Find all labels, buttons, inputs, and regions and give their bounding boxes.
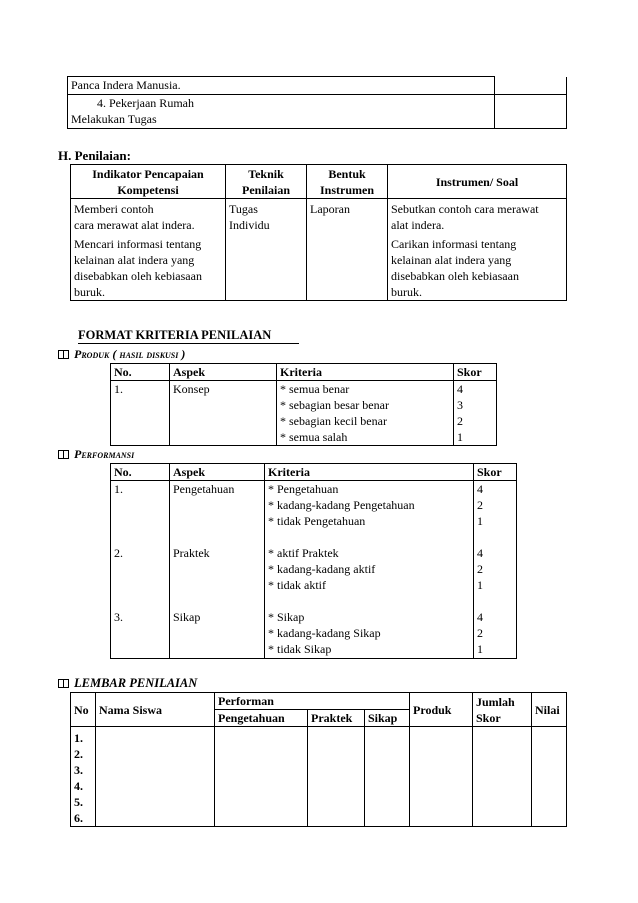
produk-skor: 4 3 2 1 [454,381,497,446]
top-row-1: Panca Indera Manusia. [68,77,495,95]
produk-header-aspek: Aspek [170,364,277,381]
lembar-header-produk: Produk [410,693,473,727]
lembar-praktek-cell[interactable] [308,727,365,827]
lembar-table [70,692,567,827]
performansi-table [110,463,517,659]
perf-header-kriteria: Kriteria [265,464,474,481]
lembar-pengetahuan-cell[interactable] [215,727,308,827]
perf-header-no: No. [111,464,170,481]
penilaian-table [70,164,567,301]
lembar-sikap-cell[interactable] [365,727,410,827]
top-row-2-empty [495,95,567,129]
lembar-numbers: 1. 2. 3. 4. 5. 6. [71,727,96,827]
lembar-header-jumlah: Jumlah Skor [473,693,532,727]
lembar-body [71,727,567,827]
instrumen-cell: Sebutkan contoh cara merawat alat indera. Carikan informasi tentang kelainan alat indera yang disebabkan oleh kebiasaan buruk. [388,199,567,301]
book-icon [58,679,69,688]
perf-kriteria: * Pengetahuan * kadang-kadang Pengetahuan * tidak Pengetahuan * aktif Praktek * kadang-kadang aktif * tidak aktif * Sikap * kadang-kadang Sikap * tidak Sikap [265,481,474,659]
produk-row [111,381,497,446]
lembar-nama-cell[interactable] [96,727,215,827]
lembar-header-performan: Performan [215,693,410,710]
penilaian-heading: H. Penilaian: [58,148,131,163]
lembar-header-nilai: Nilai [532,693,567,727]
produk-kriteria: * semua benar * sebagian besar benar * sebagian kecil benar * semua salah [277,381,454,446]
perf-skor: 4 2 1 4 2 1 4 2 1 [474,481,517,659]
book-icon [58,450,69,459]
bentuk-cell: Laporan [307,199,388,301]
perf-header-aspek: Aspek [170,464,265,481]
perf-no: 1. 2. 3. [111,481,170,659]
produk-no: 1. [111,381,170,446]
lembar-header-no: No [71,693,96,727]
lembar-title: LEMBAR PENILAIAN [58,676,197,691]
lembar-header-sikap: Sikap [365,710,410,727]
teknik-cell: Tugas Individu [226,199,307,301]
header-teknik: Teknik Penilaian [226,165,307,199]
header-instrumen: Instrumen/ Soal [388,165,567,199]
produk-header-skor: Skor [454,364,497,381]
top-table [67,76,567,129]
produk-title: Produk ( hasil diskusi ) [58,347,185,362]
perf-rows [111,481,517,659]
perf-aspek: Pengetahuan Praktek Sikap [170,481,265,659]
lembar-produk-cell[interactable] [410,727,473,827]
produk-table [110,363,497,446]
lembar-header-pengetahuan: Pengetahuan [215,710,308,727]
perf-header-skor: Skor [474,464,517,481]
produk-header-kriteria: Kriteria [277,364,454,381]
header-indikator: Indikator Pencapaian Kompetensi [71,165,226,199]
produk-aspek: Konsep [170,381,277,446]
produk-header-no: No. [111,364,170,381]
format-heading: FORMAT KRITERIA PENILAIAN [78,328,299,344]
top-row-2: 4. Pekerjaan Rumah Melakukan Tugas [68,95,495,129]
lembar-nilai-cell[interactable] [532,727,567,827]
header-bentuk: Bentuk Instrumen [307,165,388,199]
indikator-cell: Memberi contoh cara merawat alat indera. Mencari informasi tentang kelainan alat indera yang disebabkan oleh kebiasaan buruk. [71,199,226,301]
lembar-jumlah-cell[interactable] [473,727,532,827]
lembar-header-praktek: Praktek [308,710,365,727]
performansi-title: Performansi [58,447,134,462]
lembar-header-nama: Nama Siswa [96,693,215,727]
book-icon [58,350,69,359]
top-row-1-empty [495,77,567,95]
